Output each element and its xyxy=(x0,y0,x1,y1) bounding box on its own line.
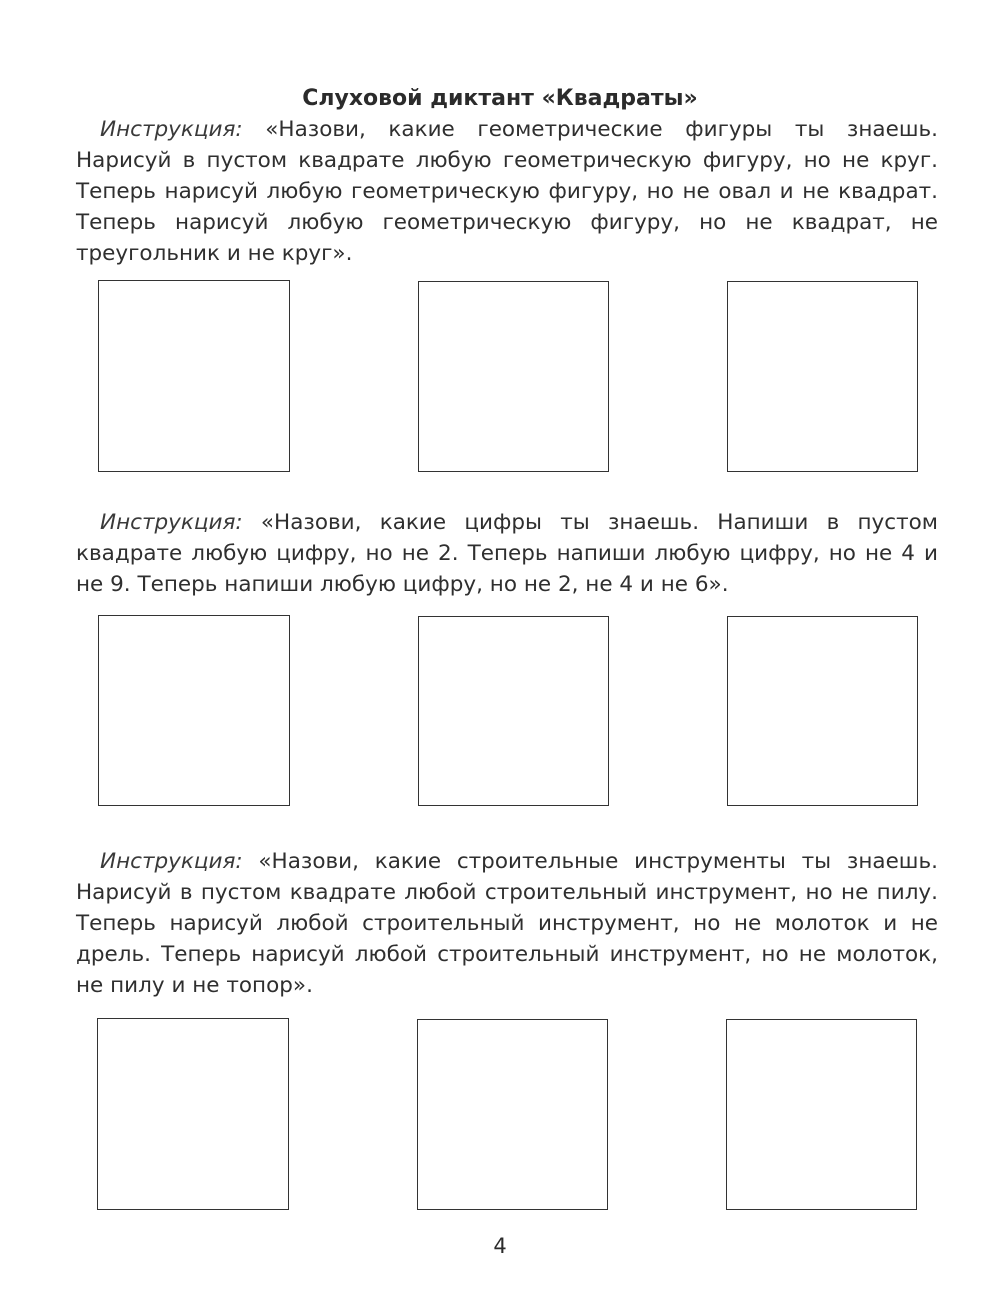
answer-box-2-2[interactable] xyxy=(418,616,609,806)
instruction-text: «Назови, какие строительные инструменты ты знаешь. Нарисуй в пустом квадрате любой строительный инструмент, но не пилу. Теперь нарисуй любой строительный инструмент, но не молоток и не дрель. Теперь нарисуй любой строительный инструмент, но не молоток, не пилу и не топор». xyxy=(76,849,938,998)
answer-box-2-3[interactable] xyxy=(727,616,918,806)
page-number: 4 xyxy=(493,1234,507,1258)
answer-box-1-2[interactable] xyxy=(418,281,609,472)
instruction-text: «Назови, какие цифры ты знаешь. Напиши в пустом квадрате любую цифру, но не 2. Теперь напиши любую цифру, но не 4 и не 9. Теперь напиши любую цифру, но не 2, не 4 и не 6». xyxy=(76,510,938,597)
instruction-1 xyxy=(76,114,938,269)
answer-box-3-1[interactable] xyxy=(97,1018,289,1210)
answer-box-3-2[interactable] xyxy=(417,1019,608,1210)
page-title: Слуховой диктант «Квадраты» xyxy=(302,86,698,111)
instruction-label: Инструкция: xyxy=(100,117,243,142)
answer-box-2-1[interactable] xyxy=(98,615,290,806)
answer-box-3-3[interactable] xyxy=(726,1019,917,1210)
instruction-label: Инструкция: xyxy=(100,849,243,874)
answer-box-1-1[interactable] xyxy=(98,280,290,472)
instruction-label: Инструкция: xyxy=(100,510,243,535)
instruction-text: «Назови, какие геометрические фигуры ты знаешь. Нарисуй в пустом квадрате любую геометрическую фигуру, но не круг. Теперь нарисуй любую геометрическую фигуру, но не овал и не квадрат. Теперь нарисуй любую геометрическую фигуру, но не квадрат, не треугольник и не круг». xyxy=(76,117,938,266)
instruction-2 xyxy=(76,507,938,600)
instruction-3 xyxy=(76,846,938,1001)
answer-box-1-3[interactable] xyxy=(727,281,918,472)
